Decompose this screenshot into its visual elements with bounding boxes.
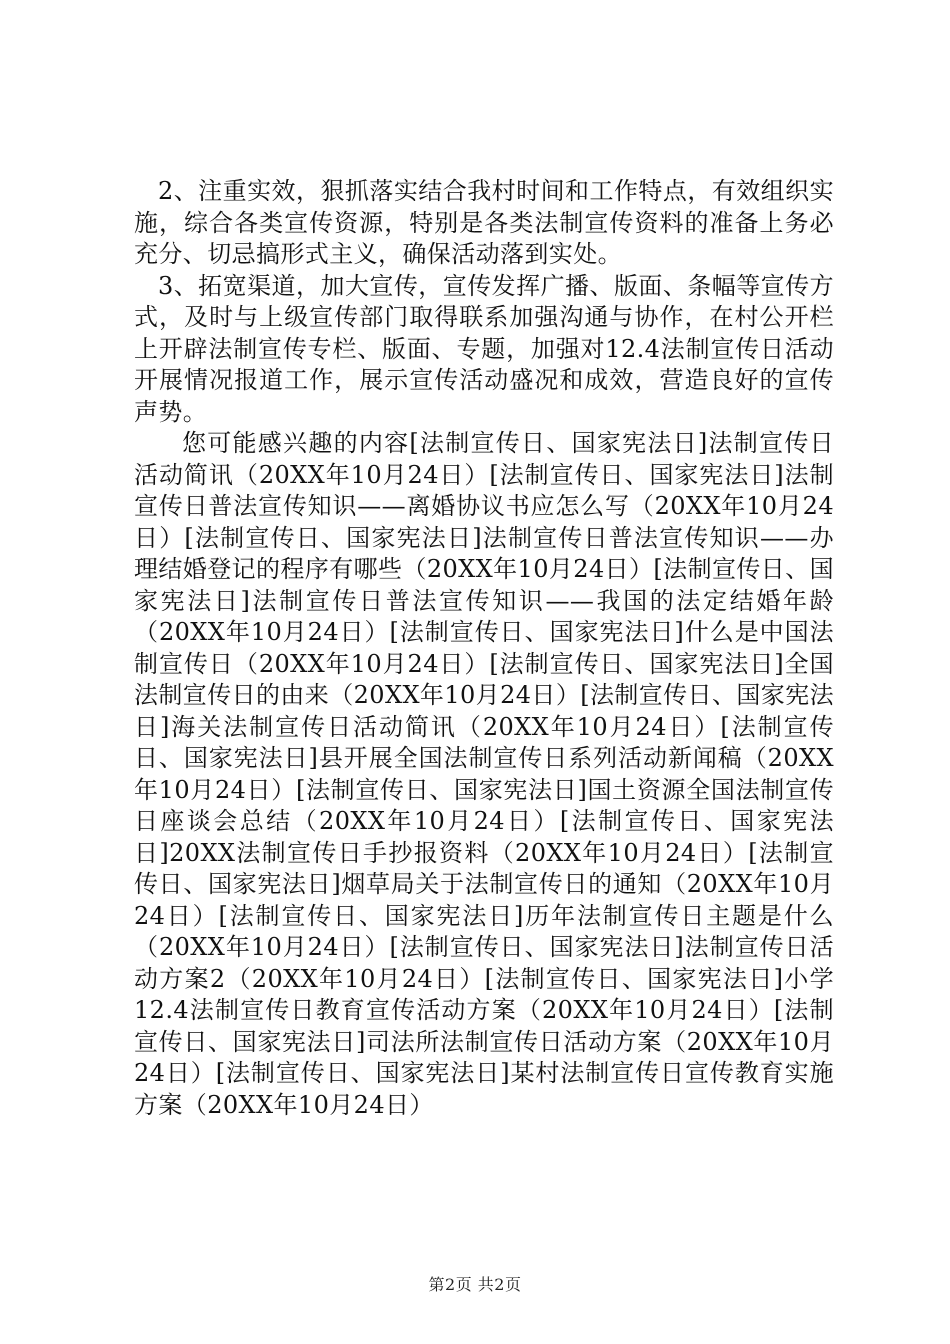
document-body: [134, 176, 834, 1121]
related-content-paragraph: 您可能感兴趣的内容[法制宣传日、国家宪法日]法制宣传日活动简讯（20XX年10月24日）[法制宣传日、国家宪法日]法制宣传日普法宣传知识——离婚协议书应怎么写（20XX年10月24日）[法制宣传日、国家宪法日]法制宣传日普法宣传知识——办理结婚登记的程序有哪些（20XX年10月24日）[法制宣传日、国家宪法日]法制宣传日普法宣传知识——我国的法定结婚年龄（20XX年10月24日）[法制宣传日、国家宪法日]什么是中国法制宣传日（20XX年10月24日）[法制宣传日、国家宪法日]全国法制宣传日的由来（20XX年10月24日）[法制宣传日、国家宪法日]海关法制宣传日活动简讯（20XX年10月24日）[法制宣传日、国家宪法日]县开展全国法制宣传日系列活动新闻稿（20XX年10月24日）[法制宣传日、国家宪法日]国土资源全国法制宣传日座谈会总结（20XX年10月24日）[法制宣传日、国家宪法日]20XX法制宣传日手抄报资料（20XX年10月24日）[法制宣传日、国家宪法日]烟草局关于法制宣传日的通知（20XX年10月24日）[法制宣传日、国家宪法日]历年法制宣传日主题是什么（20XX年10月24日）[法制宣传日、国家宪法日]法制宣传日活动方案2（20XX年10月24日）[法制宣传日、国家宪法日]小学12.4法制宣传日教育宣传活动方案（20XX年10月24日）[法制宣传日、国家宪法日]司法所法制宣传日活动方案（20XX年10月24日）[法制宣传日、国家宪法日]某村法制宣传日宣传教育实施方案（20XX年10月24日）: [134, 429, 834, 1119]
paragraph-item-3: 3、拓宽渠道，加大宣传，宣传发挥广播、版面、条幅等宣传方式，及时与上级宣传部门取得联系加强沟通与协作，在村公开栏上开辟法制宣传专栏、版面、专题，加强对12.4法制宣传日活动开展情况报道工作，展示宣传活动盛况和成效，营造良好的宣传声势。: [134, 271, 834, 426]
paragraph-item-2: 2、注重实效，狠抓落实结合我村时间和工作特点，有效组织实施，综合各类宣传资源，特别是各类法制宣传资料的准备上务必充分、切忌搞形式主义，确保活动落到实处。: [134, 177, 834, 268]
page-number-footer: 第2页 共2页: [428, 1275, 522, 1294]
